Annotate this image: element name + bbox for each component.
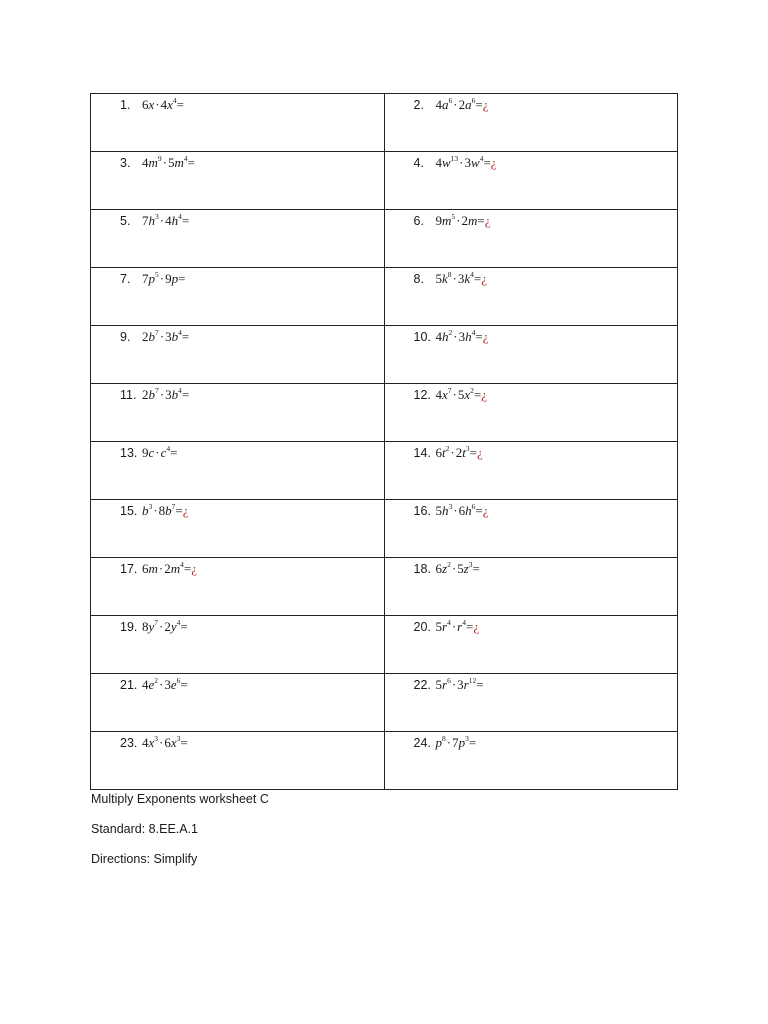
problem-cell — [384, 674, 678, 732]
problem-number: 16. — [413, 504, 431, 518]
problem-cell — [384, 616, 678, 674]
problem-expression: $2b^7\cdot 3b^4=$ — [142, 328, 190, 344]
problem-number: 9. — [120, 330, 131, 344]
problem-number: 10. — [413, 330, 431, 344]
problem-cell — [384, 558, 678, 616]
problem-number: 19. — [120, 620, 138, 634]
problem-cell — [91, 500, 385, 558]
problem-expression: $6z^2\cdot 5z^3=$ — [435, 560, 480, 576]
problem-cell — [384, 500, 678, 558]
problem-cell — [91, 732, 385, 790]
problem-row — [91, 442, 678, 500]
problem-number: 11. — [120, 388, 137, 402]
problem-expression: $4h^2\cdot 3h^4=¿$ — [435, 328, 489, 344]
problem-row — [91, 616, 678, 674]
problem-cell — [384, 732, 678, 790]
problem-number: 24. — [413, 736, 431, 750]
problem-expression: $9m^5\cdot 2m=¿$ — [435, 212, 491, 228]
problem-expression: $7h^3\cdot 4h^4=$ — [142, 212, 190, 228]
problem-expression: $4w^{13}\cdot 3w^4=¿$ — [435, 154, 497, 170]
problem-cell — [91, 442, 385, 500]
problem-expression: $b^3\cdot 8b^7=¿$ — [142, 502, 189, 518]
worksheet-title: Multiply Exponents worksheet C — [91, 792, 269, 806]
problem-cell — [91, 152, 385, 210]
problem-cell — [384, 326, 678, 384]
problem-number: 3. — [120, 156, 131, 170]
problem-expression: $5r^4\cdot r^4=¿$ — [435, 618, 480, 634]
problem-expression: $4x^3\cdot 6x^3=$ — [142, 734, 188, 750]
problem-expression: $p^8\cdot 7p^3=$ — [435, 734, 477, 750]
problem-expression: $4a^6\cdot 2a^6=¿$ — [435, 96, 489, 112]
problem-number: 18. — [413, 562, 431, 576]
problem-row — [91, 152, 678, 210]
problem-cell — [91, 674, 385, 732]
directions-label: Directions: Simplify — [91, 852, 198, 866]
problem-number: 20. — [413, 620, 431, 634]
problem-cell — [384, 384, 678, 442]
problem-row — [91, 268, 678, 326]
problem-cell — [384, 94, 678, 152]
problems-table — [90, 93, 678, 790]
problem-number: 14. — [413, 446, 431, 460]
problem-number: 6. — [413, 214, 424, 228]
standard-label: Standard: 8.EE.A.1 — [91, 822, 199, 836]
problem-number: 22. — [413, 678, 431, 692]
problem-number: 21. — [120, 678, 138, 692]
problem-row — [91, 500, 678, 558]
problem-cell — [91, 558, 385, 616]
problem-number: 2. — [413, 98, 424, 112]
problem-row — [91, 558, 678, 616]
problem-row — [91, 326, 678, 384]
problem-number: 7. — [120, 272, 131, 286]
problem-cell — [91, 326, 385, 384]
problem-number: 17. — [120, 562, 138, 576]
problem-cell — [384, 210, 678, 268]
problem-expression: $6t^2\cdot 2t^3=¿$ — [435, 444, 483, 460]
problem-row — [91, 384, 678, 442]
problem-expression: $5k^8\cdot 3k^4=¿$ — [435, 270, 488, 286]
problem-expression: $9c\cdot c^4=$ — [142, 444, 178, 460]
problem-expression: $2b^7\cdot 3b^4=$ — [142, 386, 190, 402]
problem-expression: $6x\cdot 4x^4=$ — [142, 96, 184, 112]
problem-expression: $5r^6\cdot 3r^{12}=$ — [435, 676, 484, 692]
problem-row — [91, 94, 678, 152]
problem-cell — [384, 152, 678, 210]
problem-number: 1. — [120, 98, 131, 112]
problem-expression: $4x^7\cdot 5x^2=¿$ — [435, 386, 488, 402]
problem-expression: $6m\cdot 2m^4=¿$ — [142, 560, 197, 576]
problem-number: 15. — [120, 504, 138, 518]
problem-expression: $8y^7\cdot 2y^4=$ — [142, 618, 188, 634]
problem-row — [91, 732, 678, 790]
problem-cell — [91, 384, 385, 442]
problem-row — [91, 210, 678, 268]
problem-cell — [384, 268, 678, 326]
problem-number: 23. — [120, 736, 138, 750]
problem-expression: $5h^3\cdot 6h^6=¿$ — [435, 502, 489, 518]
problem-cell — [91, 616, 385, 674]
problem-cell — [384, 442, 678, 500]
problem-expression: $7p^5\cdot 9p=$ — [142, 270, 186, 286]
problem-number: 5. — [120, 214, 131, 228]
problem-cell — [91, 94, 385, 152]
problem-expression: $4e^2\cdot 3e^6=$ — [142, 676, 188, 692]
problem-number: 13. — [120, 446, 138, 460]
problem-number: 4. — [413, 156, 424, 170]
problem-number: 8. — [413, 272, 424, 286]
problem-number: 12. — [413, 388, 431, 402]
problem-expression: $4m^9\cdot 5m^4=$ — [142, 154, 195, 170]
problem-cell — [91, 268, 385, 326]
problem-cell — [91, 210, 385, 268]
problem-row — [91, 674, 678, 732]
